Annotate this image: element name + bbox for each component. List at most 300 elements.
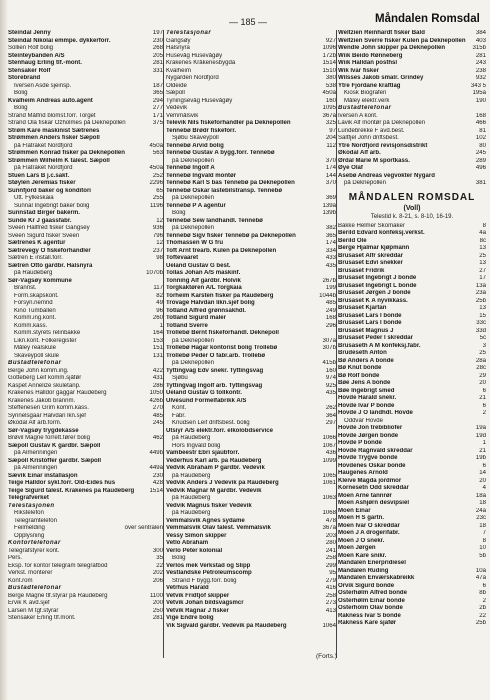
listing-row (8, 323, 163, 331)
listing-number: 6 (482, 402, 486, 409)
listing-row (166, 473, 336, 481)
column-rule-2 (336, 30, 337, 658)
listing-row (166, 285, 336, 293)
listing-name: Brudeseth Anton (338, 350, 387, 356)
listing-row (166, 533, 336, 541)
listing-number (334, 353, 336, 361)
listing-row (8, 60, 163, 68)
listing-name: på Raudeberg (172, 435, 211, 441)
listing-name: Bolig (172, 210, 186, 216)
listing-name: Vedvik Abraham P gardbr. Vedevik (166, 465, 265, 471)
listing-name: på Raudeberg (14, 270, 53, 276)
listing-row (338, 358, 486, 366)
listing-number: 8c (479, 237, 486, 244)
listing-row (8, 420, 163, 428)
listing-row (8, 293, 163, 301)
listing-number: 139a (322, 202, 336, 209)
listing-number: 6 (482, 462, 486, 469)
listing-number: 364 (325, 412, 336, 419)
listing-number: 97 (329, 127, 336, 134)
column-rule-1 (163, 30, 164, 658)
listing-row (166, 465, 336, 473)
listing-number: 365 (325, 232, 336, 239)
listing-number: 206 (152, 577, 163, 584)
listing-number: 25 (479, 252, 486, 259)
listing-name: Wilsses Jakob smålr. Grindey (338, 75, 424, 81)
listing-name: Trollebø Bernt fiskeforhandl. Deknepoll (166, 330, 279, 336)
listing-number: 315b (472, 45, 486, 51)
listing-name: Kontortelefonar (8, 540, 61, 546)
listing-number: 15 (479, 312, 486, 319)
listing-row (166, 360, 336, 368)
listing-name: Totland Alfred grønnsakhdl. (166, 307, 246, 314)
listing-number: 252 (152, 172, 163, 179)
listing-row (8, 308, 163, 316)
listing-name: Teige Halldor sykl.forr. Old-Eides hus (8, 480, 116, 486)
listing-number: 255 (152, 195, 163, 201)
listing-name: på Almenningen (14, 450, 58, 456)
listing-number: 538 (325, 82, 336, 89)
listing-number: 19d (475, 432, 486, 439)
listing-row (166, 300, 336, 308)
listing-row (338, 365, 486, 373)
listing-number: 300 (152, 547, 163, 554)
listing-number: 160 (325, 367, 336, 374)
listing-number: 277 (152, 105, 163, 111)
listing-row (338, 418, 486, 426)
listing-number: 19b (475, 455, 486, 461)
listing-name: på Deknepollen (172, 337, 215, 344)
listing-number: 25 (479, 350, 486, 356)
listing-number (161, 428, 163, 436)
page-number: — 185 — (228, 17, 268, 27)
listing-row (338, 260, 486, 268)
listing-row (338, 598, 486, 606)
listing-row (338, 463, 486, 471)
listing-number: 380 (325, 75, 336, 81)
listing-name: Vambeestr Ebri sjaubforr. (166, 450, 240, 456)
listing-row (338, 410, 486, 418)
listing-number: 80 (479, 142, 486, 149)
listing-row (338, 343, 486, 351)
listing-name: Haugenes Arnold (338, 470, 388, 476)
listing-number: 1514 (322, 60, 336, 66)
listing-number: 450a (149, 142, 163, 149)
continued-marker: (Forts.) (316, 653, 337, 660)
listing-row (338, 313, 486, 321)
listing-row (8, 578, 163, 586)
column-3 (338, 30, 486, 628)
listing-number: 151 (152, 345, 163, 351)
listing-number: 245 (152, 420, 163, 426)
listing-row (8, 450, 163, 458)
listing-number (161, 210, 163, 218)
listing-name: Kleive Magda jordmor (338, 477, 402, 484)
listing-name: Bø Anders A bonde (338, 357, 394, 364)
listing-name: Sollien Rolf bolig (8, 45, 54, 51)
listing-row (166, 53, 336, 61)
listing-row (8, 443, 163, 451)
listing-name: Økodal Alf arb. (338, 150, 381, 156)
listing-number (334, 398, 336, 406)
listing-number (161, 128, 163, 136)
listing-name: Kaspet Annelize skuletanp. (8, 382, 81, 389)
listing-name: Lundebrekke F avd.best. (338, 127, 405, 134)
listing-row (338, 113, 486, 121)
listing-name: Brusaset Kjartan (338, 305, 387, 311)
listing-name: Kornesetn Odd skreddar (338, 485, 409, 491)
listing-number: 5b (479, 552, 486, 559)
listing-number: 65 (156, 187, 163, 194)
listing-row (166, 368, 336, 376)
listing-name: Kont. (172, 405, 187, 411)
listing-number: 22 (156, 562, 163, 569)
listing-name: Bolig (14, 90, 28, 96)
listing-name: Måndalen Enværskabreikk (338, 575, 415, 581)
listing-number: 204 (325, 135, 336, 141)
listing-name: Sjøbu (172, 375, 188, 381)
listing-row (338, 268, 486, 276)
listing-number: 4 (482, 485, 486, 491)
listing-name: Steindal Jenny (8, 30, 51, 36)
listing-number: 13 (479, 260, 486, 266)
listing-number: 297 (325, 420, 336, 426)
listing-row (166, 555, 336, 563)
listing-row (166, 375, 336, 383)
listing-name: Iversen Asde sjeinsp. (14, 82, 72, 89)
listing-name: Utsiyr A/S elektr.forr. elkolobdservice (166, 427, 273, 434)
listing-name: Oldeide (166, 82, 187, 89)
listing-row (338, 403, 486, 411)
listing-name: Moen J A drogerifabr. (338, 530, 400, 536)
listing-name: Strømmen Konrad fisker på Deknepollen (8, 150, 125, 156)
listing-name: Wendle John skipper på Deknepollen (338, 45, 446, 51)
listing-name: Hovde Ragnvald skreddar (338, 447, 413, 454)
listing-row (166, 615, 336, 623)
listing-name: Brusaset Edvi snekker (338, 260, 403, 266)
listing-number: 273 (325, 600, 336, 606)
listing-name: Kvalheim (166, 67, 191, 74)
listing-row (338, 68, 486, 76)
listing-row (338, 253, 486, 261)
listing-name: Wik Ivar fisker (338, 67, 379, 74)
listing-name: på Raudeberg (172, 472, 211, 479)
listing-name: på Deknepollen (172, 360, 215, 366)
listing-row (8, 563, 163, 571)
listing-row (166, 278, 336, 286)
listing-name: Bustadtelefonar (8, 360, 62, 366)
listing-number: 925 (325, 382, 336, 389)
listing-number (161, 443, 163, 451)
listing-name: Vetrhus Harald (166, 585, 209, 591)
listing-name: Eksp. for kontor telegram telegrafbod (8, 562, 108, 569)
listing-row (338, 290, 486, 298)
listing-row (166, 593, 336, 601)
listing-row (8, 398, 163, 406)
listing-name: Oddvar Hovde (344, 417, 383, 424)
listing-row (338, 328, 486, 336)
listing-number: 286 (152, 382, 163, 389)
listing-name: Tennebø Arvid bolig (166, 142, 224, 149)
listing-name: Sunnstad Birger bakerm. (8, 210, 80, 216)
listing-number: 230 (152, 472, 163, 479)
listing-row (8, 540, 163, 548)
listing-number (161, 135, 163, 143)
listing-number (161, 495, 163, 503)
listing-number: 1044b (319, 292, 336, 299)
listing-row (166, 548, 336, 556)
listing-number: 466 (475, 120, 486, 126)
listing-row (338, 395, 486, 403)
listing-row (8, 413, 163, 421)
listing-row (338, 105, 486, 113)
listing-row (8, 120, 163, 128)
listing-row (166, 68, 336, 76)
listing-name: Brannst. (14, 285, 37, 291)
listing-name: Brusaset Magnus J (338, 327, 394, 334)
listing-row (338, 605, 486, 613)
listing-row (166, 495, 336, 503)
listing-number (161, 540, 163, 548)
listing-name: Rakness Ivar S bonde (338, 612, 401, 619)
listing-name: Sæpoll Gustav K gardbr. Sæpoll (8, 442, 101, 449)
listing-number: 268 (152, 45, 163, 51)
listing-name: Vedevik (166, 105, 188, 111)
listing-row (8, 218, 163, 226)
listing-row (166, 315, 336, 323)
listing-row (338, 388, 486, 396)
listing-row (8, 533, 163, 541)
listing-name: Vessy Simon skipper (166, 532, 227, 539)
listing-name: Tennebø Karl S bas Tennebø på Deknepollen (166, 180, 295, 186)
listing-number: 262 (325, 405, 336, 411)
listing-name: Kiosk Biografen (344, 90, 387, 96)
listing-row (338, 538, 486, 546)
listing-row (166, 293, 336, 301)
listing-number: 325 (325, 120, 336, 126)
listing-row (8, 315, 163, 323)
listing-row (338, 545, 486, 553)
listing-number: 153 (152, 337, 163, 344)
listing-row (166, 450, 336, 458)
listing-row (166, 623, 336, 631)
listing-row (166, 233, 336, 241)
listing-name: Bustadtelefonar (338, 105, 392, 111)
listing-number: 23c (476, 515, 486, 521)
listing-name: Tyttingvåg Ingolf arb. Tyttingsvåg (166, 382, 263, 389)
listing-name: Stuen Lars B j.c.sakf. (8, 172, 70, 179)
listing-number: 19a (475, 425, 486, 431)
listing-row (8, 188, 163, 196)
listing-name: Øye Olaf (338, 165, 363, 171)
listing-row (166, 75, 336, 83)
listing-row (338, 180, 486, 188)
listing-name: Vedvik Magnar M gardbr. Vedevik (166, 487, 262, 494)
listing-name: Telestasjonar (166, 30, 212, 36)
listing-number: 403 (475, 37, 486, 44)
listing-name: Toftevaaret (166, 255, 199, 261)
page-spine (0, 0, 8, 700)
listing-number (161, 278, 163, 286)
listing-name: Krakenes Jakob brannm. (8, 397, 76, 404)
listing-name: Ytre Fjordane kraftlag (338, 82, 401, 89)
listing-name: Sveen Hallfred fisker Gangsey (8, 225, 90, 231)
listing-row (8, 270, 163, 278)
listing-row (338, 298, 486, 306)
listing-name: Ueland Gustav G best. (166, 262, 231, 269)
listing-row (338, 90, 486, 98)
listing-row (166, 225, 336, 233)
listing-row (338, 223, 486, 231)
listing-number: 230 (152, 37, 163, 44)
listing-row (166, 480, 336, 488)
listing-row (338, 425, 486, 433)
listing-number: 281 (152, 60, 163, 66)
listing-number (484, 418, 486, 426)
listing-name: Kvalheim Andreas auto.agent (8, 97, 93, 104)
listing-row (338, 335, 486, 343)
listing-row (166, 570, 336, 578)
listing-name: Televik Nils fiskeforhandler på Deknepollen (166, 120, 291, 126)
listing-name: Steinteybanden A/S (8, 52, 65, 59)
listing-name: Strand F bygg.forr. bolig (172, 577, 237, 584)
listing-name: Krakenes Halldor gaggar Raudeberg (8, 390, 107, 396)
listing-name: Berge John komm.ing. (8, 367, 69, 374)
listing-name: Orvik Sigurd bonde (338, 582, 395, 589)
listing-name: Sætrenes K agentur (8, 240, 66, 246)
listing-number: 174 (325, 240, 336, 246)
listing-row (166, 113, 336, 121)
listing-number: 23a (475, 290, 486, 296)
listing-row (8, 285, 163, 293)
listing-row (166, 240, 336, 248)
listing-name: Støylen Jeremias fisker (8, 180, 76, 186)
listing-row (8, 615, 163, 623)
listing-row (166, 525, 336, 533)
listing-row (166, 510, 336, 518)
listing-row (166, 128, 336, 136)
listing-name: Strand Målfrid blomst.forr. Torget (8, 112, 96, 119)
listing-row (8, 90, 163, 98)
listing-number (484, 105, 486, 113)
listing-number: 6 (482, 582, 486, 589)
listing-number: 144 (325, 172, 336, 179)
listing-number: 1514 (149, 487, 163, 494)
listing-number: 1 (159, 322, 163, 329)
listing-row (166, 98, 336, 106)
listing-row (8, 263, 163, 271)
listing-number: 381 (475, 180, 486, 186)
listing-number: 25b (475, 620, 486, 626)
listing-number: 12 (156, 240, 163, 246)
listing-number: 190 (475, 97, 486, 104)
listing-row (166, 405, 336, 413)
listing-name: Vik Sigvald gardbr. Vedevik på Raudeberg (166, 622, 287, 629)
listing-row (8, 465, 163, 473)
listing-name: Bøe Jens A bonde (338, 380, 391, 386)
listing-name: Tyttingvåg Edv snekr. Tyttingsvåg (166, 367, 264, 374)
listing-number: 172b (322, 52, 336, 59)
listing-number: 33d (475, 327, 486, 334)
listing-number: 202 (152, 570, 163, 576)
listing-number: 294 (152, 97, 163, 104)
listing-name: Vedvik Magnus fisker Vedevik (166, 502, 252, 509)
listing-name: Bolig (14, 105, 28, 111)
listing-name: Rakness Kåre sjåfør (338, 620, 397, 626)
listing-number: 1067 (322, 442, 336, 449)
listing-name: Berge Magne tlf.styrar på Raudeberg (8, 592, 108, 599)
listing-name: Storebrand (8, 75, 41, 81)
listing-row (166, 390, 336, 398)
listing-name: Torgkaktøren A/L Torgkaia (166, 285, 242, 291)
listing-number: 2b (479, 605, 486, 611)
listing-row (338, 245, 486, 253)
listing-number: 174 (325, 165, 336, 171)
listing-name: Berild Ole (338, 237, 367, 244)
listing-name: Bø Rolf bonde (338, 372, 380, 379)
listing-name: Saltfjel John driftsbest. (338, 135, 399, 141)
listing-number: 2296 (149, 180, 163, 186)
listing-number: 478 (325, 517, 336, 524)
listing-number: 370 (325, 157, 336, 164)
listing-name: Tyningsevåg Husevågøy (166, 97, 233, 104)
listing-name: Form.skapskont. (14, 292, 59, 299)
listing-row (338, 45, 486, 53)
listing-row (166, 338, 336, 346)
listing-number (161, 158, 163, 166)
listing-number (161, 458, 163, 466)
listing-name: Hovde J O landhdl. Hovde (338, 410, 413, 416)
listing-number: 1063 (322, 495, 336, 501)
listing-row (8, 173, 163, 181)
listing-number: 280 (325, 540, 336, 546)
listing-row (338, 433, 486, 441)
listing-name: Komm.styrets relinbakke (14, 330, 81, 336)
listing-name: Moen Arne tannrør (338, 492, 392, 499)
listing-row (338, 38, 486, 46)
listing-number: 4a (479, 230, 486, 236)
listing-row (338, 165, 486, 173)
listing-number: 334 (325, 247, 336, 254)
listing-name: Steindal Nikolai emmpe. dykkerforr. (8, 37, 111, 44)
listing-row (166, 488, 336, 496)
listing-number (161, 585, 163, 593)
listing-number: 237 (152, 247, 163, 254)
listing-number: 243 (475, 60, 486, 66)
listing-row (338, 83, 486, 91)
listing-row (338, 530, 486, 538)
listing-row (166, 30, 336, 38)
listing-number: 260 (152, 315, 163, 321)
listing-name: Verlos mek Verkstad og Slipp (166, 562, 251, 569)
listing-number: 422 (152, 367, 163, 374)
listing-name: Tennebø Brødr fiskeforr. (166, 127, 237, 134)
listing-name: Verkst. monterer (8, 570, 53, 576)
listing-row (338, 98, 486, 106)
listing-row (166, 263, 336, 271)
listing-row (338, 455, 486, 463)
listing-name: Rikstelefon (14, 510, 44, 516)
listing-row (8, 150, 163, 158)
listing-row (166, 203, 336, 211)
listing-name: på Raudeberg (172, 510, 211, 516)
listing-name: Brusaset Ingebrigt L bonde (338, 282, 417, 289)
listing-name: Komm.ing.kont. (14, 315, 57, 321)
listing-name: Skaveypoll skule (14, 352, 60, 359)
listing-row (8, 548, 163, 556)
listing-number: 10a (475, 567, 486, 574)
listing-number: 289 (475, 157, 486, 164)
